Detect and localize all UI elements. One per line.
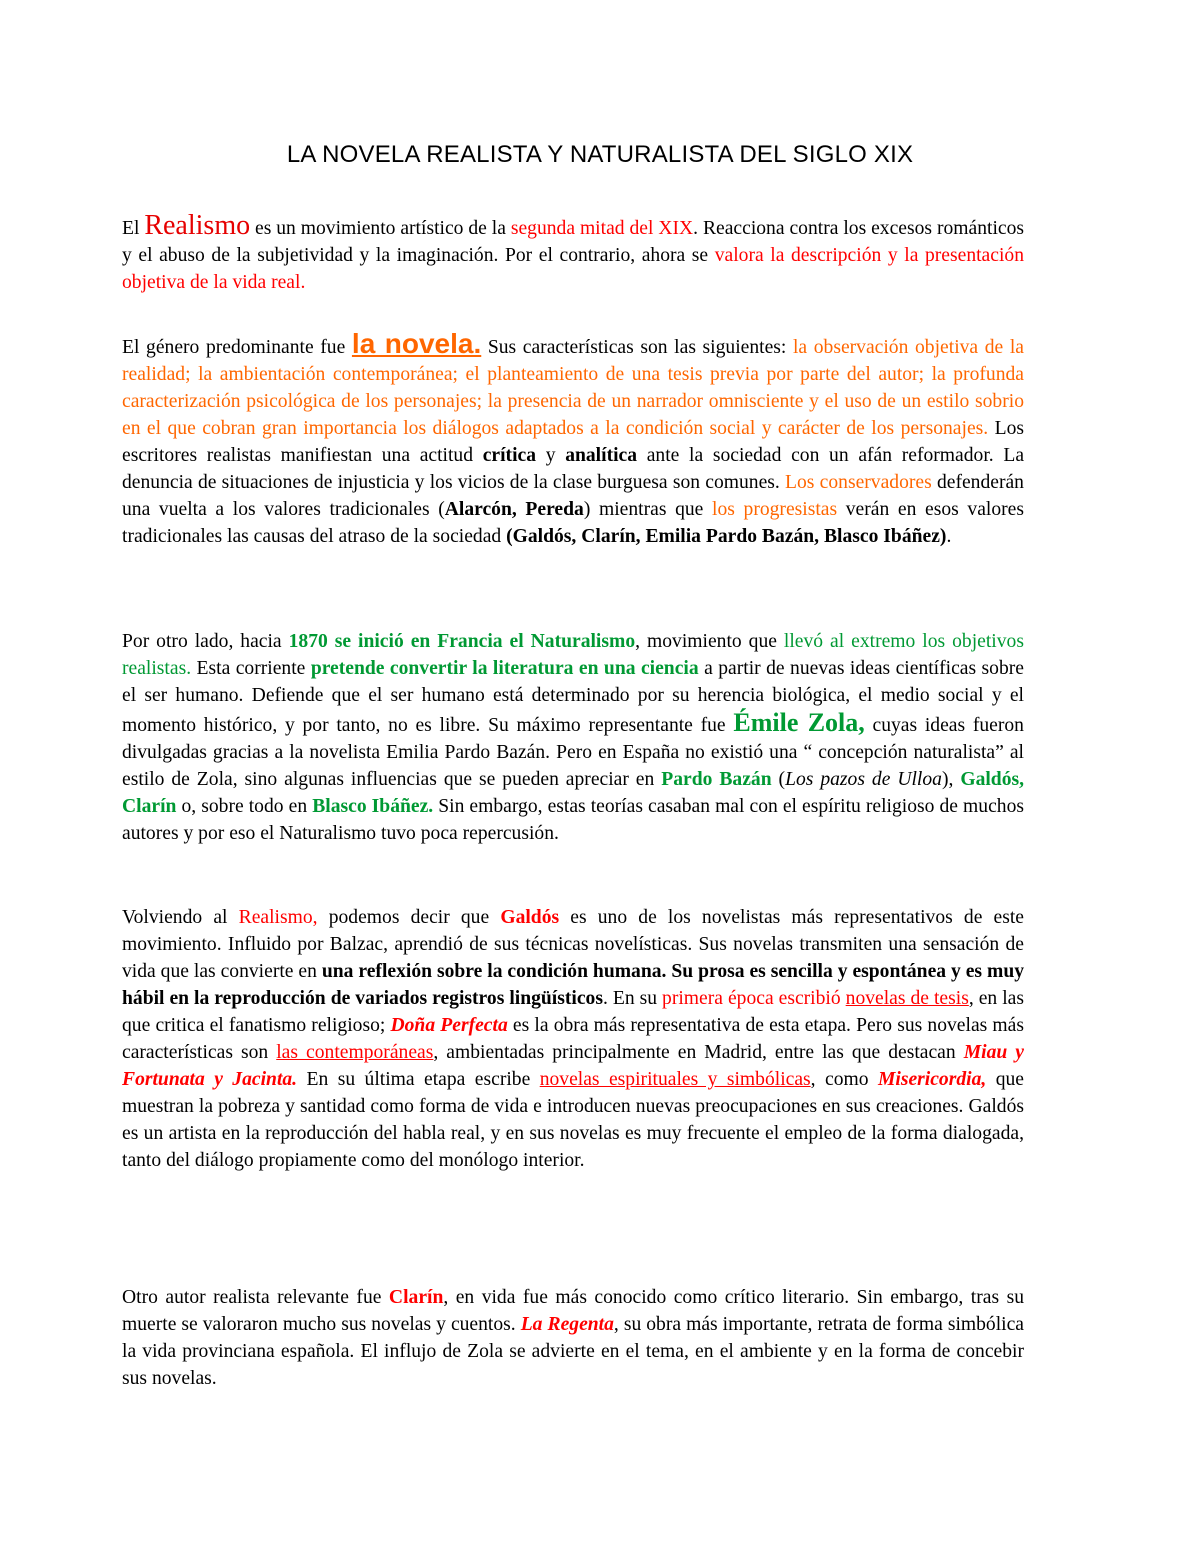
title-la-regenta: La Regenta: [520, 1314, 614, 1335]
highlight-pardo-bazan: Pardo Bazán: [661, 769, 772, 790]
text: En su última etapa escribe: [297, 1069, 540, 1090]
text: El género predominante fue: [122, 337, 352, 358]
highlight-galdos-clarin: Galdós, Clarín: [122, 769, 1025, 817]
highlight-naturalismo: 1870 se inició en Francia el Naturalismo: [288, 631, 636, 652]
title-misericordia: Misericordia,: [877, 1069, 987, 1090]
text: , en vida fue más conocido como crítico literario. Sin embargo, tras su muerte se valoraron mucho sus novelas y cuentos.: [122, 1287, 1024, 1335]
underline-contemporaneas: las contemporáneas: [276, 1042, 434, 1063]
text: o, sobre todo en: [176, 796, 313, 817]
paragraph-realismo-intro: [122, 212, 1024, 296]
keyword-emile-zola: Émile Zola,: [733, 708, 865, 737]
highlight-segunda-mitad: segunda mitad del XIX: [510, 218, 694, 239]
text: , en las que critica el fanatismo religioso;: [122, 988, 1024, 1036]
text: defenderán una vuelta a los valores tradicionales (: [122, 472, 1024, 520]
keyword-la-novela: la novela.: [351, 328, 482, 359]
title-dona-perfecta: Doña Perfecta: [390, 1015, 508, 1036]
text: a partir de nuevas ideas científicas sobre el ser humano. Defiende que el ser humano está determinado por su herencia biológica, el medio social y el momento histórico, y por tanto, no es libre. Su máximo representante fue: [122, 658, 1024, 736]
text: ante la sociedad con un afán reformador. La denuncia de situaciones de injusticia y los vicios de la clase burguesa son comunes.: [122, 445, 1025, 493]
text: , como: [810, 1069, 878, 1090]
underline-espirituales: novelas espirituales y simbólicas: [539, 1069, 811, 1090]
highlight-llevo: llevó al extremo los objetivos realistas.: [122, 631, 1024, 679]
text: , ambientadas principalmente en Madrid, entre las que destacan: [433, 1042, 964, 1063]
highlight-conservadores: Los conservadores: [785, 472, 932, 493]
bold-reflexion: una reflexión sobre la condición humana. Su prosa es sencilla y espontánea y es muy hábil en la reproducción de variados registros lingüísticos: [122, 961, 1025, 1009]
highlight-progresistas: los progresistas: [712, 499, 838, 520]
highlight-primera-epoca: primera época escribió: [662, 988, 841, 1009]
paragraph-naturalismo: [122, 628, 1024, 847]
text: Otro autor realista relevante fue: [122, 1287, 389, 1308]
bold-alarcon-pereda: Alarcón, Pereda: [444, 499, 584, 520]
text: Sus características son las siguientes:: [481, 337, 793, 358]
paragraph-galdos: [122, 904, 1024, 1174]
text: . Reacciona contra los excesos románticos y el abuso de la subjetividad y la imaginación. Por el contrario, ahora se: [122, 218, 1025, 266]
text: El: [122, 218, 145, 239]
paragraph-clarin: [122, 1284, 1024, 1392]
title-miau-fortunata: Miau y Fortunata y Jacinta.: [122, 1042, 1025, 1090]
bold-autores-progresistas: (Galdós, Clarín, Emilia Pardo Bazán, Blasco Ibáñez): [506, 526, 947, 547]
text: .: [946, 526, 952, 547]
text: es un movimiento artístico de la: [250, 218, 511, 239]
paragraph-novela: [122, 330, 1024, 550]
highlight-blasco: Blasco Ibáñez.: [312, 796, 434, 817]
text: . En su: [602, 988, 663, 1009]
bold-critica: crítica: [482, 445, 537, 466]
highlight-clarin: Clarín: [388, 1287, 444, 1308]
text: y: [536, 445, 566, 466]
highlight-caracteristicas: la observación objetiva de la realidad; la ambientación contemporánea; el planteamiento de una tesis previa por parte del autor; la profunda caracterización psicológica de los personajes; la presencia de un narrador omnisciente y el uso de un estilo sobrio en el que cobran gran importancia los diálogos adaptados a la condición social y carácter de los personajes.: [122, 337, 1024, 439]
highlight-valora: valora la descripción y la presentación objetiva de la vida real.: [122, 245, 1024, 293]
highlight-pretende: pretende convertir la literatura en una ciencia: [310, 658, 699, 679]
text: (: [771, 769, 786, 790]
text: ),: [941, 769, 961, 790]
text: podemos decir que: [317, 907, 501, 928]
text: ) mientras que: [583, 499, 713, 520]
page-title: LA NOVELA REALISTA Y NATURALISTA DEL SIGLO XIX: [286, 141, 914, 168]
text: Volviendo al: [122, 907, 239, 928]
text: es uno de los novelistas más representativos de este movimiento. Influido por Balzac, aprendió de sus técnicas novelísticas. Sus novelas transmiten una sensación de vida que las convierte en: [122, 907, 1024, 982]
highlight-galdos: Galdós: [500, 907, 560, 928]
text: Esta corriente: [191, 658, 311, 679]
keyword-realismo: Realismo: [144, 210, 251, 241]
underline-novelas-tesis: novelas de tesis: [845, 988, 969, 1009]
text: , movimiento que: [635, 631, 784, 652]
text: Sin embargo, estas teorías casaban mal con el espíritu religioso de muchos autores y por eso el Naturalismo tuvo poca repercusión.: [122, 796, 1024, 844]
text: es la obra más representativa de esta etapa. Pero sus novelas más características son: [122, 1015, 1024, 1063]
italic-los-pazos: Los pazos de Ulloa: [785, 769, 942, 790]
text: , su obra más importante, retrata de forma simbólica la vida provinciana española. El influjo de Zola se advierte en el tema, en el ambiente y en la forma de concebir sus novelas.: [122, 1314, 1025, 1389]
text: verán en esos valores tradicionales las causas del atraso de la sociedad: [122, 499, 1024, 547]
text: Por otro lado, hacia: [122, 631, 289, 652]
text: que muestran la pobreza y santidad como forma de vida e introducen nuevas preocupaciones en sus creaciones. Galdós es un artista en la reproducción del habla real, y en sus novelas es muy frecuente el empleo de la forma dialogada, tanto del diálogo propiamente como del monólogo interior.: [122, 1069, 1024, 1171]
text: Los escritores realistas manifiestan una actitud: [122, 418, 1024, 466]
highlight-realismo: Realismo,: [238, 907, 318, 928]
text: cuyas ideas fueron divulgadas gracias a la novelista Emilia Pardo Bazán. Pero en España no existió una “ concepción naturalista” al estilo de Zola, sino algunas influencias que se pueden apreciar en: [122, 715, 1024, 790]
bold-analitica: analítica: [565, 445, 638, 466]
